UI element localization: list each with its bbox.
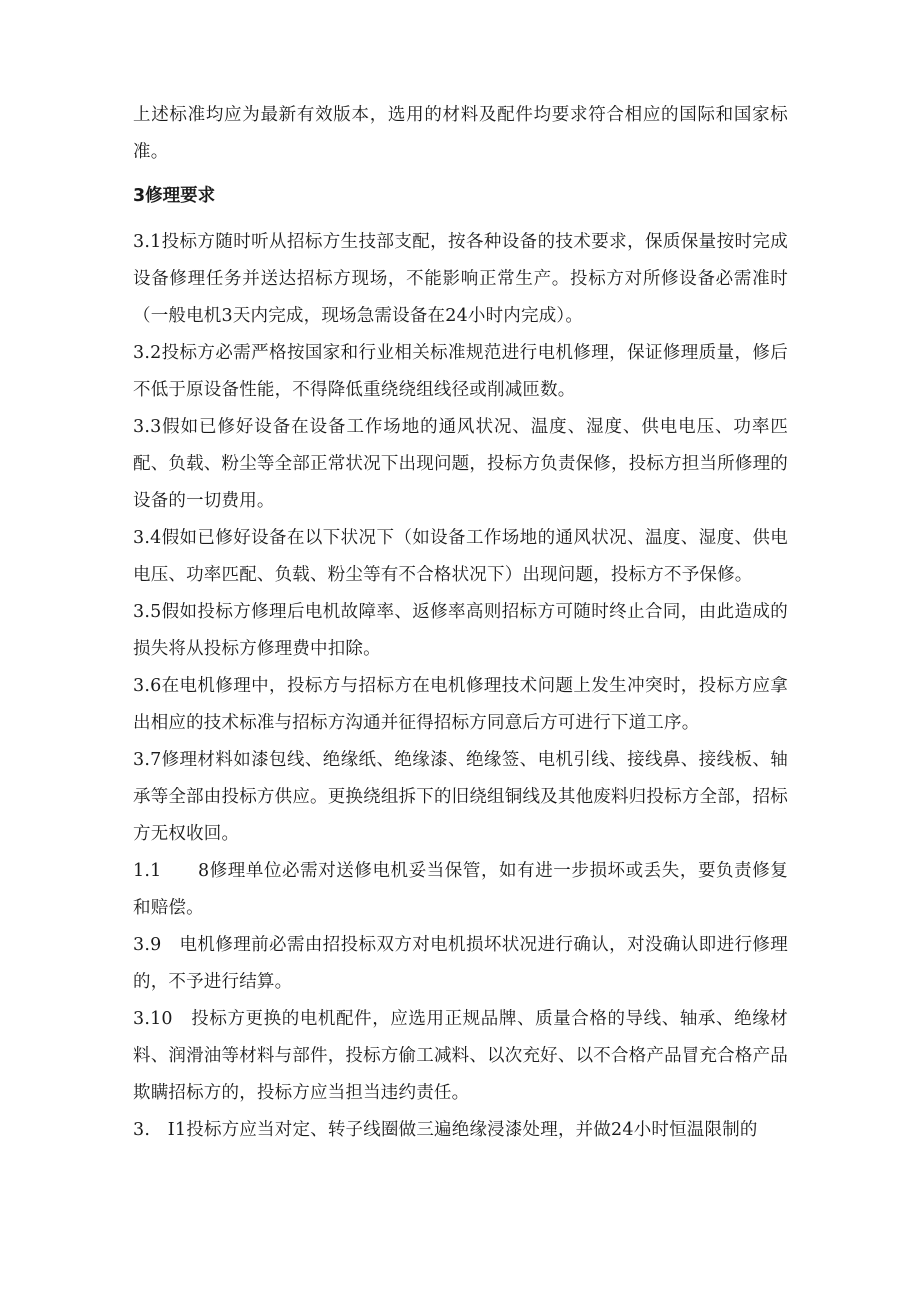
clause-3-11: 3. I1投标方应当对定、转子线圈做三遍绝缘浸漆处理，并做24小时恒温限制的: [133, 1120, 758, 1140]
clause-3-5: 3.5假如投标方修理后电机故障率、返修率高则招标方可随时终止合同，由此造成的损失将从投标方修理费中扣除。: [133, 602, 788, 659]
clause-3-1: 3.1投标方随时听从招标方生技部支配，按各种设备的技术要求，保质保量按时完成设备修理任务并送达招标方现场，不能影响正常生产。投标方对所修设备必需准时（一般电机3天内完成，现场急需设备在24小时内完成）。: [133, 232, 788, 326]
intro-paragraph: 上述标准均应为最新有效版本，选用的材料及配件均要求符合相应的国际和国家标准。: [133, 105, 788, 162]
document-body: [133, 97, 788, 1149]
clause-3-2: 3.2投标方必需严格按国家和行业相关标准规范进行电机修理，保证修理质量，修后不低于原设备性能，不得降低重绕绕组线径或削减匝数。: [133, 343, 788, 400]
clause-3-6: 3.6在电机修理中，投标方与招标方在电机修理技术问题上发生冲突时，投标方应拿出相应的技术标准与招标方沟通并征得招标方同意后方可进行下道工序。: [133, 676, 788, 733]
clause-3-7: 3.7修理材料如漆包线、绝缘纸、绝缘漆、绝缘签、电机引线、接线鼻、接线板、轴承等全部由投标方供应。更换绕组拆下的旧绕组铜线及其他废料归投标方全部，招标方无权收回。: [133, 750, 788, 844]
clause-3-3: 3.3假如已修好设备在设备工作场地的通风状况、温度、湿度、供电电压、功率匹配、负载、粉尘等全部正常状况下出现问题，投标方负责保修，投标方担当所修理的设备的一切费用。: [133, 417, 788, 511]
clause-3-8: 1.1 8修理单位必需对送修电机妥当保管，如有进一步损坏或丢失，要负责修复和赔偿。: [133, 861, 788, 918]
clause-3-9: 3.9 电机修理前必需由招投标双方对电机损坏状况进行确认，对没确认即进行修理的，不予进行结算。: [133, 935, 788, 992]
clause-3-10: 3.10 投标方更换的电机配件，应选用正规品牌、质量合格的导线、轴承、绝缘材料、润滑油等材料与部件，投标方偷工减料、以次充好、以不合格产品冒充合格产品欺瞒招标方的，投标方应当担当违约责任。: [133, 1009, 788, 1103]
clause-3-4: 3.4假如已修好设备在以下状况下（如设备工作场地的通风状况、温度、湿度、供电电压、功率匹配、负载、粉尘等有不合格状况下）出现问题，投标方不予保修。: [133, 528, 788, 585]
section-heading: 3修理要求: [133, 186, 216, 206]
